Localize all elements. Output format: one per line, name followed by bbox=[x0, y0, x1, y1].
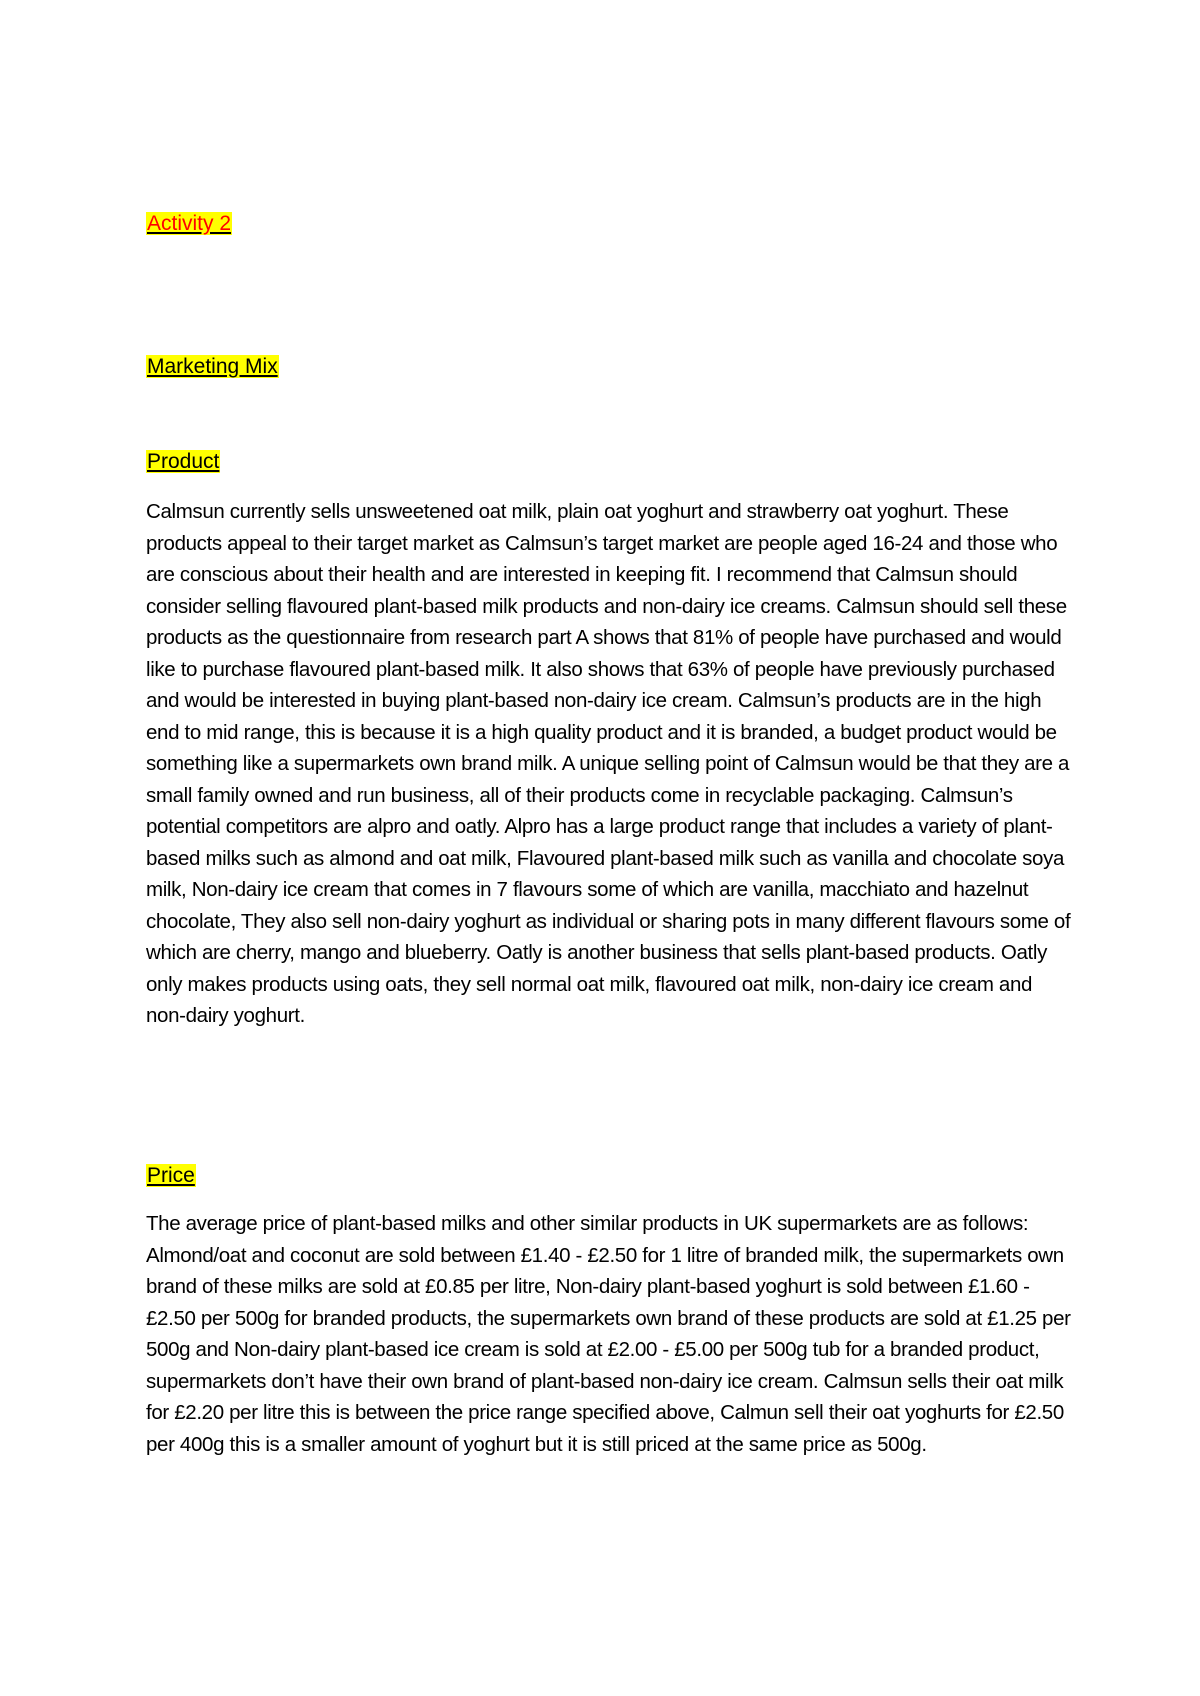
product-paragraph: Calmsun currently sells unsweetened oat milk, plain oat yoghurt and strawberry oat yoghurt. These products appeal to their target market as Calmsun’s target market are people aged 16-24 and those who are conscious about their health and are interested in keeping fit. I recommend that Calmsun should consider selling flavoured plant-based milk products and non-dairy ice creams. Calmsun should sell these products as the questionnaire from research part A shows that 81% of people have purchased and would like to purchase flavoured plant-based milk. It also shows that 63% of people have previously purchased and would be interested in buying plant-based non-dairy ice cream. Calmsun’s products are in the high end to mid range, this is because it is a high quality product and it is branded, a budget product would be something like a supermarkets own brand milk. A unique selling point of Calmsun would be that they are a small family owned and run business, all of their products come in recyclable packaging. Calmsun’s potential competitors are alpro and oatly. Alpro has a large product range that includes a variety of plant-based milks such as almond and oat milk, Flavoured plant-based milk such as vanilla and chocolate soya milk, Non-dairy ice cream that comes in 7 flavours some of which are vanilla, macchiato and hazelnut chocolate, They also sell non-dairy yoghurt as individual or sharing pots in many different flavours some of which are cherry, mango and blueberry. Oatly is another business that sells plant-based products. Oatly only makes products using oats, they sell normal oat milk, flavoured oat milk, non-dairy ice cream and non-dairy yoghurt. bbox=[146, 500, 1071, 1027]
activity-heading bbox=[146, 210, 232, 238]
marketing-mix-heading bbox=[146, 353, 279, 381]
product-heading bbox=[146, 448, 220, 476]
price-heading bbox=[146, 1162, 196, 1190]
price-heading-text: Price bbox=[147, 1164, 195, 1187]
activity-heading-text: Activity 2 bbox=[147, 212, 232, 235]
price-paragraph: The average price of plant-based milks and other similar products in UK supermarkets are as follows: Almond/oat and coconut are sold between £1.40 - £2.50 for 1 litre of branded milk, the supermarkets own brand of these milks are sold at £0.85 per litre, Non-dairy plant-based yoghurt is sold between £1.60 - £2.50 per 500g for branded products, the supermarkets own brand of these products are sold at £1.25 per 500g and Non-dairy plant-based ice cream is sold at £2.00 - £5.00 per 500g tub for a branded product, supermarkets don’t have their own brand of plant-based non-dairy ice cream. Calmsun sells their oat milk for £2.20 per litre this is between the price range specified above, Calmun sell their oat yoghurts for £2.50 per 400g this is a smaller amount of yoghurt but it is still priced at the same price as 500g. bbox=[146, 1212, 1071, 1456]
product-heading-text: Product bbox=[147, 450, 220, 473]
marketing-mix-heading-text: Marketing Mix bbox=[147, 355, 278, 378]
